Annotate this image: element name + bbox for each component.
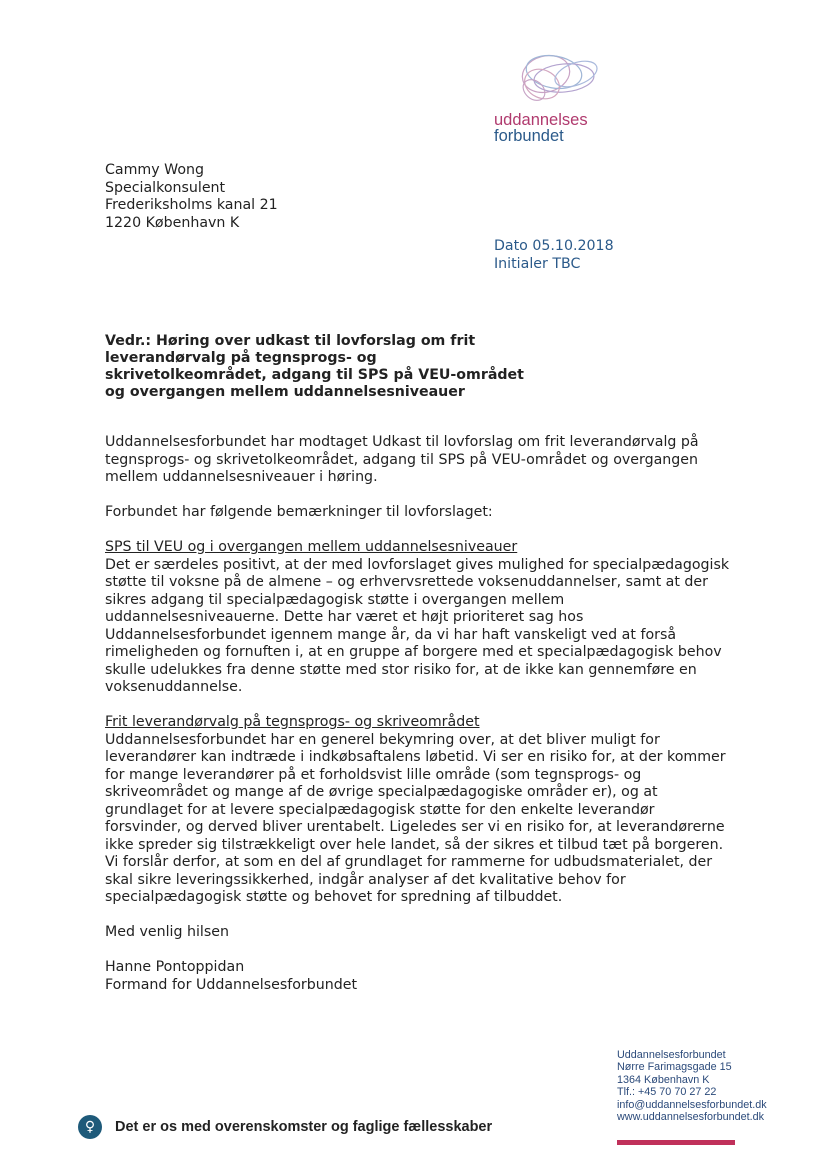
footer-accent-bar: [617, 1140, 735, 1145]
signature-block: [105, 959, 730, 994]
contact-website: www.uddannelsesforbundet.dk: [617, 1111, 765, 1124]
recipient-name: Cammy Wong: [105, 162, 205, 178]
letter-body: [105, 434, 730, 994]
contact-city: 1364 København K: [617, 1073, 710, 1086]
section1-text: Det er særdeles positivt, at der med lovforslaget gives mulighed for specialpædagogisk støtte til voksne på de almene – og erhvervsrettede voksenuddannelser, samt at der sikres adgang til specialpædagogisk støtte i overgangen mellem uddannelsesniveauerne. Dette har været et højt prioriteret sag hos Uddannelsesforbundet igennem mange år, da vi har haft vanskeligt ved at forså rimeligheden og fornuften i, at en gruppe af borgere med et specialpædagogisk behov skulle udelukkes fra denne støtte med stor risiko for, at de ikke kan gennemføre en voksenuddannelse.: [105, 556, 730, 695]
letter-initials: Initialer TBC: [494, 255, 581, 272]
recipient-street: Frederiksholms kanal 21: [105, 197, 278, 213]
remarks-lead: Forbundet har følgende bemærkninger til lovforslaget:: [105, 504, 493, 520]
intro-paragraph: Uddannelsesforbundet har modtaget Udkast til lovforslag om frit leverandørvalg på tegnsprogs- og skrivetolkeområdet, adgang til SPS på VEU-området og overgangen mellem uddannelsesniveauer i høring.: [105, 434, 699, 485]
butterfly-logo-icon: [494, 44, 606, 112]
person-badge-icon: ♀: [78, 1115, 102, 1139]
recipient-title: Specialkonsulent: [105, 179, 226, 196]
contact-org: Uddannelsesforbundet: [617, 1049, 726, 1061]
signature-title: Formand for Uddannelsesforbundet: [105, 976, 358, 993]
logo-line1: uddannelses: [494, 111, 588, 129]
recipient-city: 1220 København K: [105, 214, 240, 231]
letter-date: Dato 05.10.2018: [494, 238, 614, 254]
contact-email: info@uddannelsesforbundet.dk: [617, 1098, 767, 1111]
contact-block: [617, 1049, 767, 1123]
contact-phone: Tlf.: +45 70 70 27 22: [617, 1086, 717, 1099]
section2-heading: Frit leverandørvalg på tegnsprogs- og skriveområdet: [105, 714, 480, 730]
signature-name: Hanne Pontoppidan: [105, 959, 245, 975]
logo-line2: forbundet: [494, 127, 564, 145]
closing: Med venlig hilsen: [105, 924, 229, 940]
section2-text: Uddannelsesforbundet har en generel bekymring over, at det bliver muligt for leverandører kan indtræde i indkøbsaftalens løbetid. Vi ser en risiko for, at der kommer for mange leverandører på et forholdsvist lille område (som tegnsprogs- og skriveområdet og mange af de øvrige specialpædagogiske områder er), og at grundlaget for at levere specialpædagogisk støtte for den enkelte leverandør forsvinder, og derved bliver urentabelt. Ligeledes ser vi en risiko for, at leverandørerne ikke spreder sig tilstrækkeligt over hele landet, så der sikres et tilbud tæt på borgeren. Vi forslår derfor, at som en del af grundlaget for rammerne for udbudsmaterialet, der skal sikre leveringssikkerhed, indgår analyser af det kvalitative behov for specialpædagogisk støtte og behovet for spredning af tilbuddet.: [105, 731, 726, 905]
section1-heading: SPS til VEU og i overgangen mellem uddannelsesniveauer: [105, 539, 518, 555]
recipient-address: [105, 162, 278, 232]
logo-wordmark: [494, 112, 634, 144]
tagline-text: Det er os med overenskomster og faglige fællesskaber: [115, 1119, 493, 1135]
date-block: [494, 238, 614, 273]
footer-tagline: [78, 1115, 492, 1139]
contact-street: Nørre Farimagsgade 15: [617, 1061, 732, 1074]
letter-subject: Vedr.: Høring over udkast til lovforslag om frit leverandørvalg på tegnsprogs- og skrivetolkeområdet, adgang til SPS på VEU-området og overgangen mellem uddannelsesniveauer: [105, 333, 524, 400]
logo: [494, 44, 634, 144]
